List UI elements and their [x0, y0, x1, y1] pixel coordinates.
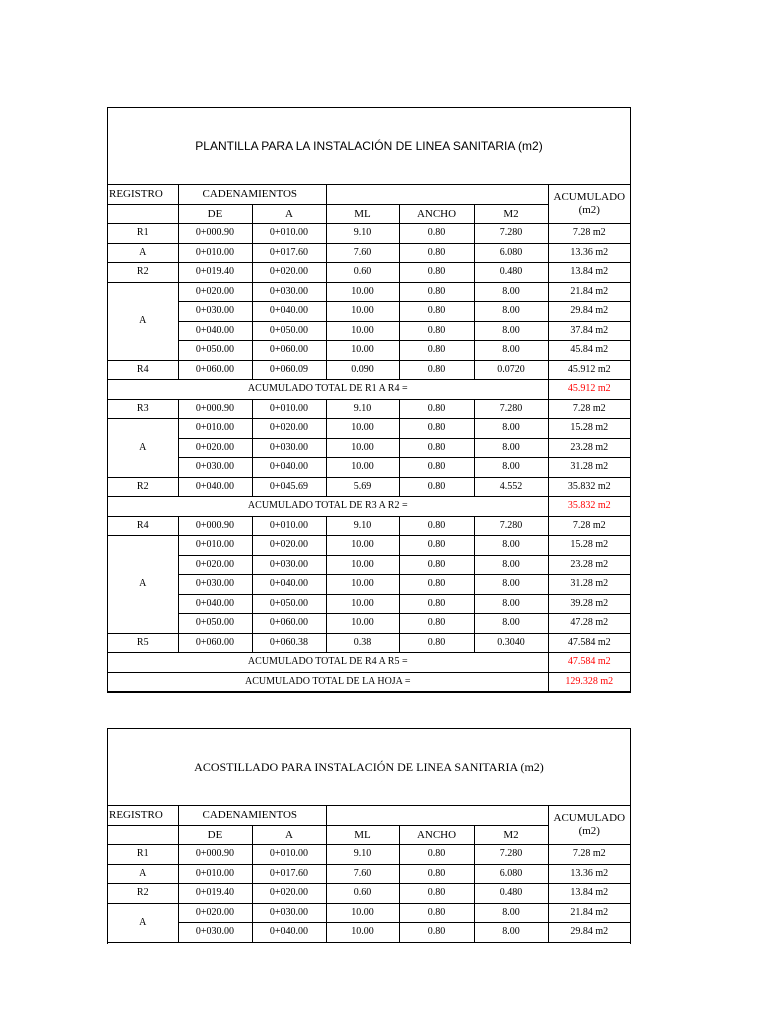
sheet-plantilla [107, 107, 631, 693]
ancho-cell: 0.80 [399, 419, 474, 439]
total-value: 129.328 m2 [548, 672, 630, 692]
acumulado-label: ACUMULADO [553, 812, 626, 824]
registro-cell: R1 [108, 224, 178, 244]
de-cell: 0+000.90 [178, 516, 252, 536]
de-cell: 0+030.00 [178, 575, 252, 595]
m2-cell: 7.280 [474, 845, 548, 865]
de-cell: 0+000.90 [178, 399, 252, 419]
total-row [108, 672, 630, 692]
acumulado-cell: 35.832 m2 [548, 477, 630, 497]
ancho-cell: 0.80 [399, 923, 474, 943]
m2-cell: 8.00 [474, 438, 548, 458]
registro-cell: R3 [108, 399, 178, 419]
plantilla-table [108, 185, 630, 692]
de-cell: 0+000.90 [178, 845, 252, 865]
registro-cell: R4 [108, 516, 178, 536]
a-cell: 0+010.00 [252, 845, 326, 865]
table-row [108, 555, 630, 575]
ml-cell: 9.10 [326, 224, 399, 244]
ml-cell: 10.00 [326, 923, 399, 943]
table-row [108, 321, 630, 341]
de-cell: 0+010.00 [178, 536, 252, 556]
ml-header: ML [326, 204, 399, 224]
a-cell: 0+010.00 [252, 516, 326, 536]
de-cell: 0+020.00 [178, 903, 252, 923]
a-cell: 0+020.00 [252, 263, 326, 283]
ml-cell: 10.00 [326, 458, 399, 478]
ml-cell: 9.10 [326, 399, 399, 419]
m2-header: M2 [474, 825, 548, 845]
table-row [108, 903, 630, 923]
ancho-cell: 0.80 [399, 633, 474, 653]
m2-header: M2 [474, 204, 548, 224]
de-cell: 0+060.00 [178, 633, 252, 653]
m2-cell: 8.00 [474, 536, 548, 556]
ancho-cell: 0.80 [399, 224, 474, 244]
acumulado-cell: 13.84 m2 [548, 884, 630, 904]
acumulado-cell: 31.28 m2 [548, 575, 630, 595]
acumulado-cell: 15.28 m2 [548, 419, 630, 439]
ancho-cell: 0.80 [399, 884, 474, 904]
ancho-cell: 0.80 [399, 243, 474, 263]
a-cell: 0+030.00 [252, 282, 326, 302]
ancho-cell: 0.80 [399, 263, 474, 283]
registro-header-blank [108, 825, 178, 845]
a-cell: 0+017.60 [252, 243, 326, 263]
table-row [108, 884, 630, 904]
table-row [108, 399, 630, 419]
acumulado-cell: 13.36 m2 [548, 243, 630, 263]
m2-cell: 7.280 [474, 516, 548, 536]
a-cell: 0+060.09 [252, 360, 326, 380]
acumulado-cell: 47.584 m2 [548, 633, 630, 653]
table-row [108, 302, 630, 322]
ancho-cell: 0.80 [399, 341, 474, 361]
acumulado-cell: 37.84 m2 [548, 321, 630, 341]
table-row [108, 594, 630, 614]
acumulado-cell: 21.84 m2 [548, 903, 630, 923]
header-blank [326, 806, 548, 825]
acumulado-cell: 31.28 m2 [548, 458, 630, 478]
ancho-cell: 0.80 [399, 575, 474, 595]
total-value: 47.584 m2 [548, 653, 630, 673]
registro-cell: R2 [108, 263, 178, 283]
de-cell: 0+010.00 [178, 243, 252, 263]
cadenamientos-header: CADENAMIENTOS [178, 185, 326, 204]
acumulado-cell: 29.84 m2 [548, 302, 630, 322]
ancho-cell: 0.80 [399, 594, 474, 614]
acumulado-cell: 15.28 m2 [548, 536, 630, 556]
total-row [108, 497, 630, 517]
ml-cell: 10.00 [326, 438, 399, 458]
registro-header-blank [108, 204, 178, 224]
registro-cell: A [108, 282, 178, 360]
ancho-header: ANCHO [399, 204, 474, 224]
de-cell: 0+010.00 [178, 864, 252, 884]
total-row [108, 380, 630, 400]
sheet-title: PLANTILLA PARA LA INSTALACIÓN DE LINEA SANITARIA (m2) [108, 108, 630, 185]
de-cell: 0+020.00 [178, 438, 252, 458]
m2-cell: 0.3040 [474, 633, 548, 653]
acumulado-unit: (m2) [578, 204, 600, 216]
a-cell: 0+010.00 [252, 224, 326, 244]
acumulado-cell: 7.28 m2 [548, 845, 630, 865]
a-cell: 0+017.60 [252, 864, 326, 884]
table-row [108, 458, 630, 478]
a-cell: 0+020.00 [252, 419, 326, 439]
ml-cell: 10.00 [326, 614, 399, 634]
m2-cell: 7.280 [474, 399, 548, 419]
m2-cell: 0.480 [474, 263, 548, 283]
ancho-cell: 0.80 [399, 438, 474, 458]
ml-cell: 10.00 [326, 282, 399, 302]
registro-cell: A [108, 243, 178, 263]
ancho-cell: 0.80 [399, 321, 474, 341]
total-value: 35.832 m2 [548, 497, 630, 517]
m2-cell: 8.00 [474, 923, 548, 943]
m2-cell: 8.00 [474, 302, 548, 322]
de-cell: 0+040.00 [178, 477, 252, 497]
registro-cell: A [108, 864, 178, 884]
acumulado-cell: 7.28 m2 [548, 399, 630, 419]
ml-cell: 10.00 [326, 903, 399, 923]
acumulado-cell: 7.28 m2 [548, 516, 630, 536]
a-cell: 0+060.00 [252, 341, 326, 361]
ancho-cell: 0.80 [399, 282, 474, 302]
registro-cell: R2 [108, 884, 178, 904]
m2-cell: 8.00 [474, 458, 548, 478]
table-row [108, 282, 630, 302]
a-cell: 0+030.00 [252, 438, 326, 458]
table-row [108, 845, 630, 865]
ml-header: ML [326, 825, 399, 845]
registro-cell: R4 [108, 360, 178, 380]
de-cell: 0+030.00 [178, 923, 252, 943]
sheet-title: ACOSTILLADO PARA INSTALACIÓN DE LINEA SANITARIA (m2) [108, 729, 630, 806]
table-row [108, 341, 630, 361]
sheet-acostillado [107, 728, 631, 944]
a-cell: 0+030.00 [252, 903, 326, 923]
acumulado-header [548, 185, 630, 224]
de-cell: 0+020.00 [178, 282, 252, 302]
total-label: ACUMULADO TOTAL DE R1 A R4 = [108, 380, 548, 400]
registro-cell: R1 [108, 845, 178, 865]
acumulado-cell: 7.28 m2 [548, 224, 630, 244]
m2-cell: 8.00 [474, 575, 548, 595]
de-cell: 0+060.00 [178, 360, 252, 380]
ancho-cell: 0.80 [399, 399, 474, 419]
ancho-cell: 0.80 [399, 536, 474, 556]
m2-cell: 7.280 [474, 224, 548, 244]
ancho-header: ANCHO [399, 825, 474, 845]
registro-cell: A [108, 903, 178, 942]
m2-cell: 8.00 [474, 555, 548, 575]
table-row [108, 477, 630, 497]
de-header: DE [178, 204, 252, 224]
acumulado-cell: 29.84 m2 [548, 923, 630, 943]
total-row [108, 653, 630, 673]
m2-cell: 8.00 [474, 341, 548, 361]
de-cell: 0+000.90 [178, 224, 252, 244]
table-row [108, 864, 630, 884]
ml-cell: 10.00 [326, 302, 399, 322]
m2-cell: 8.00 [474, 614, 548, 634]
ml-cell: 10.00 [326, 555, 399, 575]
ml-cell: 0.60 [326, 263, 399, 283]
table-row [108, 633, 630, 653]
a-cell: 0+045.69 [252, 477, 326, 497]
table-row [108, 438, 630, 458]
ml-cell: 0.090 [326, 360, 399, 380]
ml-cell: 7.60 [326, 864, 399, 884]
table-row [108, 419, 630, 439]
a-cell: 0+020.00 [252, 884, 326, 904]
de-cell: 0+040.00 [178, 321, 252, 341]
a-header: A [252, 825, 326, 845]
a-cell: 0+060.38 [252, 633, 326, 653]
a-cell: 0+040.00 [252, 923, 326, 943]
m2-cell: 8.00 [474, 903, 548, 923]
m2-cell: 8.00 [474, 321, 548, 341]
ml-cell: 5.69 [326, 477, 399, 497]
de-cell: 0+020.00 [178, 555, 252, 575]
a-cell: 0+020.00 [252, 536, 326, 556]
registro-header: REGISTRO [108, 185, 178, 204]
ancho-cell: 0.80 [399, 864, 474, 884]
table-row [108, 614, 630, 634]
de-cell: 0+030.00 [178, 458, 252, 478]
m2-cell: 8.00 [474, 594, 548, 614]
acumulado-cell: 13.84 m2 [548, 263, 630, 283]
m2-cell: 8.00 [474, 419, 548, 439]
de-cell: 0+050.00 [178, 614, 252, 634]
table-row [108, 263, 630, 283]
acumulado-cell: 23.28 m2 [548, 438, 630, 458]
table-row [108, 536, 630, 556]
a-cell: 0+040.00 [252, 302, 326, 322]
acumulado-cell: 39.28 m2 [548, 594, 630, 614]
de-cell: 0+019.40 [178, 884, 252, 904]
m2-cell: 6.080 [474, 864, 548, 884]
de-cell: 0+040.00 [178, 594, 252, 614]
de-cell: 0+050.00 [178, 341, 252, 361]
ancho-cell: 0.80 [399, 516, 474, 536]
total-label: ACUMULADO TOTAL DE R4 A R5 = [108, 653, 548, 673]
ancho-cell: 0.80 [399, 477, 474, 497]
total-value: 45.912 m2 [548, 380, 630, 400]
acumulado-cell: 13.36 m2 [548, 864, 630, 884]
ancho-cell: 0.80 [399, 903, 474, 923]
header-row [108, 185, 630, 204]
acumulado-cell: 21.84 m2 [548, 282, 630, 302]
table-row [108, 575, 630, 595]
table-row [108, 243, 630, 263]
table-row [108, 360, 630, 380]
registro-cell: R5 [108, 633, 178, 653]
acumulado-cell: 47.28 m2 [548, 614, 630, 634]
header-row [108, 806, 630, 825]
de-cell: 0+030.00 [178, 302, 252, 322]
a-header: A [252, 204, 326, 224]
acostillado-table [108, 806, 630, 943]
a-cell: 0+040.00 [252, 458, 326, 478]
ml-cell: 10.00 [326, 536, 399, 556]
ml-cell: 10.00 [326, 321, 399, 341]
ancho-cell: 0.80 [399, 458, 474, 478]
acumulado-cell: 45.912 m2 [548, 360, 630, 380]
a-cell: 0+060.00 [252, 614, 326, 634]
m2-cell: 0.0720 [474, 360, 548, 380]
ml-cell: 0.38 [326, 633, 399, 653]
acumulado-cell: 45.84 m2 [548, 341, 630, 361]
m2-cell: 0.480 [474, 884, 548, 904]
table-row [108, 516, 630, 536]
ancho-cell: 0.80 [399, 845, 474, 865]
registro-cell: R2 [108, 477, 178, 497]
ancho-cell: 0.80 [399, 302, 474, 322]
header-blank [326, 185, 548, 204]
registro-cell: A [108, 419, 178, 478]
acumulado-cell: 23.28 m2 [548, 555, 630, 575]
ml-cell: 9.10 [326, 516, 399, 536]
ancho-cell: 0.80 [399, 360, 474, 380]
a-cell: 0+010.00 [252, 399, 326, 419]
total-label: ACUMULADO TOTAL DE R3 A R2 = [108, 497, 548, 517]
registro-cell: A [108, 536, 178, 634]
table-row [108, 923, 630, 943]
a-cell: 0+050.00 [252, 594, 326, 614]
total-label: ACUMULADO TOTAL DE LA HOJA = [108, 672, 548, 692]
ml-cell: 7.60 [326, 243, 399, 263]
m2-cell: 6.080 [474, 243, 548, 263]
de-cell: 0+010.00 [178, 419, 252, 439]
a-cell: 0+040.00 [252, 575, 326, 595]
ml-cell: 0.60 [326, 884, 399, 904]
acumulado-unit: (m2) [578, 825, 600, 837]
acumulado-label: ACUMULADO [553, 191, 626, 203]
de-cell: 0+019.40 [178, 263, 252, 283]
a-cell: 0+030.00 [252, 555, 326, 575]
m2-cell: 8.00 [474, 282, 548, 302]
a-cell: 0+050.00 [252, 321, 326, 341]
de-header: DE [178, 825, 252, 845]
cadenamientos-header: CADENAMIENTOS [178, 806, 326, 825]
table-row [108, 224, 630, 244]
ml-cell: 10.00 [326, 575, 399, 595]
ancho-cell: 0.80 [399, 614, 474, 634]
m2-cell: 4.552 [474, 477, 548, 497]
ml-cell: 10.00 [326, 341, 399, 361]
registro-header: REGISTRO [108, 806, 178, 825]
acumulado-header [548, 806, 630, 845]
ml-cell: 10.00 [326, 594, 399, 614]
ml-cell: 9.10 [326, 845, 399, 865]
ancho-cell: 0.80 [399, 555, 474, 575]
ml-cell: 10.00 [326, 419, 399, 439]
